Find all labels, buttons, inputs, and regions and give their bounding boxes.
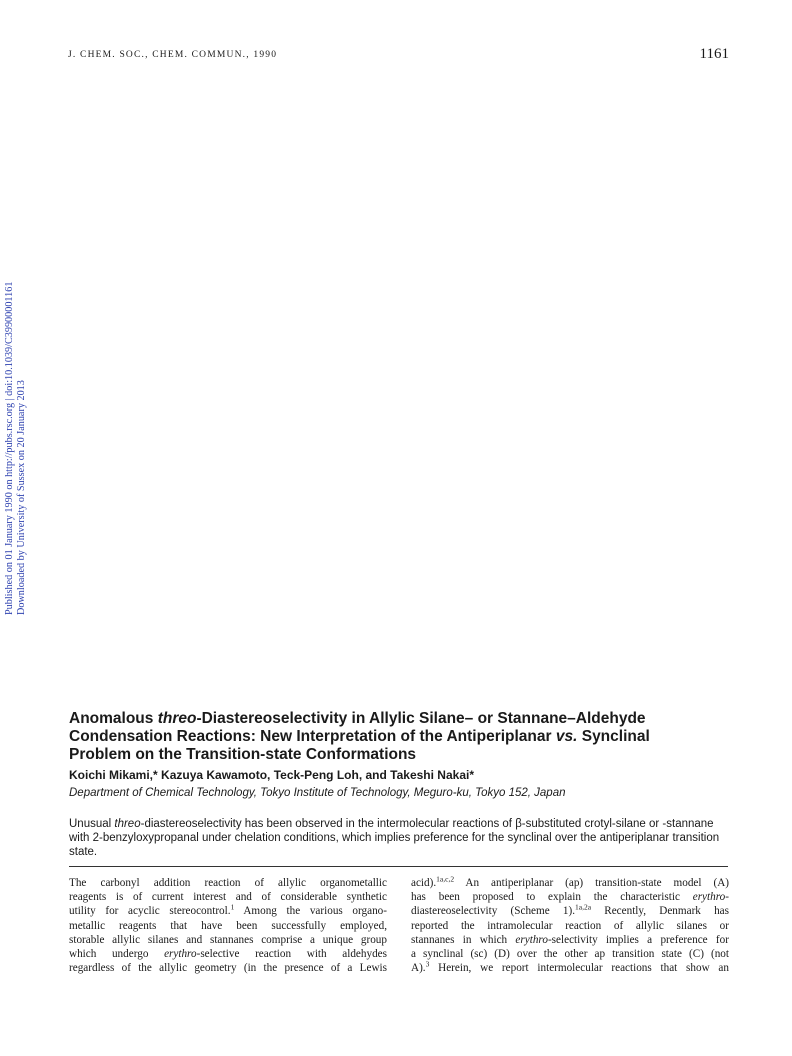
line-text: diastereoselectivity (Scheme 1).	[411, 905, 575, 918]
line-text: reagents is of current interest and of considerable synthetic	[69, 891, 387, 904]
text-line	[69, 890, 387, 904]
text-line	[411, 876, 729, 890]
title-italic: vs.	[555, 728, 578, 745]
title-part: -Diastereoselectivity in Allylic Silane– or Stannane–Aldehyde	[196, 710, 646, 727]
affiliation: Department of Chemical Technology, Tokyo Institute of Technology, Meguro-ku, Tokyo 152, Japan	[69, 787, 566, 799]
line-text: which undergo	[69, 948, 165, 961]
line-text: storable allylic silanes and stannanes comprise a unique group	[69, 933, 387, 946]
download-sidebar	[4, 282, 28, 615]
text-line	[411, 919, 729, 933]
line-text: -selective reaction with aldehydes	[196, 948, 387, 961]
line-text: -	[725, 891, 729, 904]
text-line	[411, 890, 729, 904]
article-title	[69, 710, 729, 764]
body-column-left	[69, 876, 387, 975]
line-text: utility for acyclic stereocontrol.	[69, 905, 231, 918]
text-line	[411, 933, 729, 947]
text-line	[69, 904, 387, 918]
text-line	[411, 961, 729, 975]
abstract-part: -diastereoselectivity has been observed in the intermolecular reactions of β-substituted crotyl-silane or -stannane with 2-benzyloxypropanal under chelation conditions, which implies preference for the synclinal over the antiperiplanar transition state.	[69, 818, 720, 858]
text-line	[69, 876, 387, 890]
line-text: Among the various organo-	[234, 905, 387, 918]
title-part: Anomalous	[69, 710, 158, 727]
text-line	[69, 947, 387, 961]
sidebar-download-line[interactable]: Downloaded by University of Sussex on 20 January 2013	[16, 380, 27, 615]
line-text: Recently, Denmark has	[591, 905, 729, 918]
body-column-right	[411, 876, 729, 975]
line-text: -selectivity implies a preference for	[547, 933, 729, 946]
text-line	[69, 961, 387, 975]
reference-superscript: 1	[230, 902, 235, 912]
page-number: 1161	[699, 46, 729, 62]
text-line	[411, 947, 729, 961]
abstract-part: Unusual	[69, 818, 115, 830]
journal-header: J. CHEM. SOC., CHEM. COMMUN., 1990	[68, 50, 278, 60]
title-part: Condensation Reactions: New Interpretation of the Antiperiplanar	[69, 728, 556, 745]
reference-superscript: 1a,2a	[575, 902, 592, 912]
line-text: A).	[411, 962, 426, 975]
text-line	[411, 904, 729, 918]
line-text: has been proposed to explain the characteristic	[411, 891, 693, 904]
title-part: Synclinal	[577, 728, 650, 745]
line-italic: erythro	[515, 933, 548, 946]
abstract	[69, 817, 731, 859]
reference-superscript: 3	[425, 959, 430, 969]
title-italic: threo	[157, 710, 197, 727]
abstract-italic: threo	[114, 818, 141, 830]
line-text: metallic reagents that have been successfully employed,	[69, 919, 387, 932]
reference-superscript: 1a,c,2	[436, 874, 455, 884]
sidebar-publication-line[interactable]: Published on 01 January 1990 on http://pubs.rsc.org | doi:10.1039/C39900001161	[4, 281, 15, 615]
line-text: acid).	[411, 877, 437, 889]
line-text: reported the intramolecular reaction of allylic silanes or	[411, 919, 729, 932]
line-italic: erythro	[692, 891, 726, 904]
text-line	[69, 933, 387, 947]
title-part: Problem on the Transition-state Conformations	[69, 746, 417, 763]
line-italic: erythro	[164, 948, 197, 961]
line-text: An antiperiplanar (ap) transition-state model (A)	[454, 877, 729, 889]
line-text: The carbonyl addition reaction of allylic organometallic	[69, 877, 387, 889]
line-text: a synclinal (sc) (D) over the other ap transition state (C) (not	[411, 948, 729, 961]
section-divider	[69, 866, 728, 867]
text-line	[69, 919, 387, 933]
line-text: Herein, we report intermolecular reactions that show an	[429, 962, 729, 975]
author-list: Koichi Mikami,* Kazuya Kawamoto, Teck-Peng Loh, and Takeshi Nakai*	[69, 768, 474, 782]
line-text: regardless of the allylic geometry (in the presence of a Lewis	[69, 962, 387, 975]
line-text: stannanes in which	[411, 933, 516, 946]
